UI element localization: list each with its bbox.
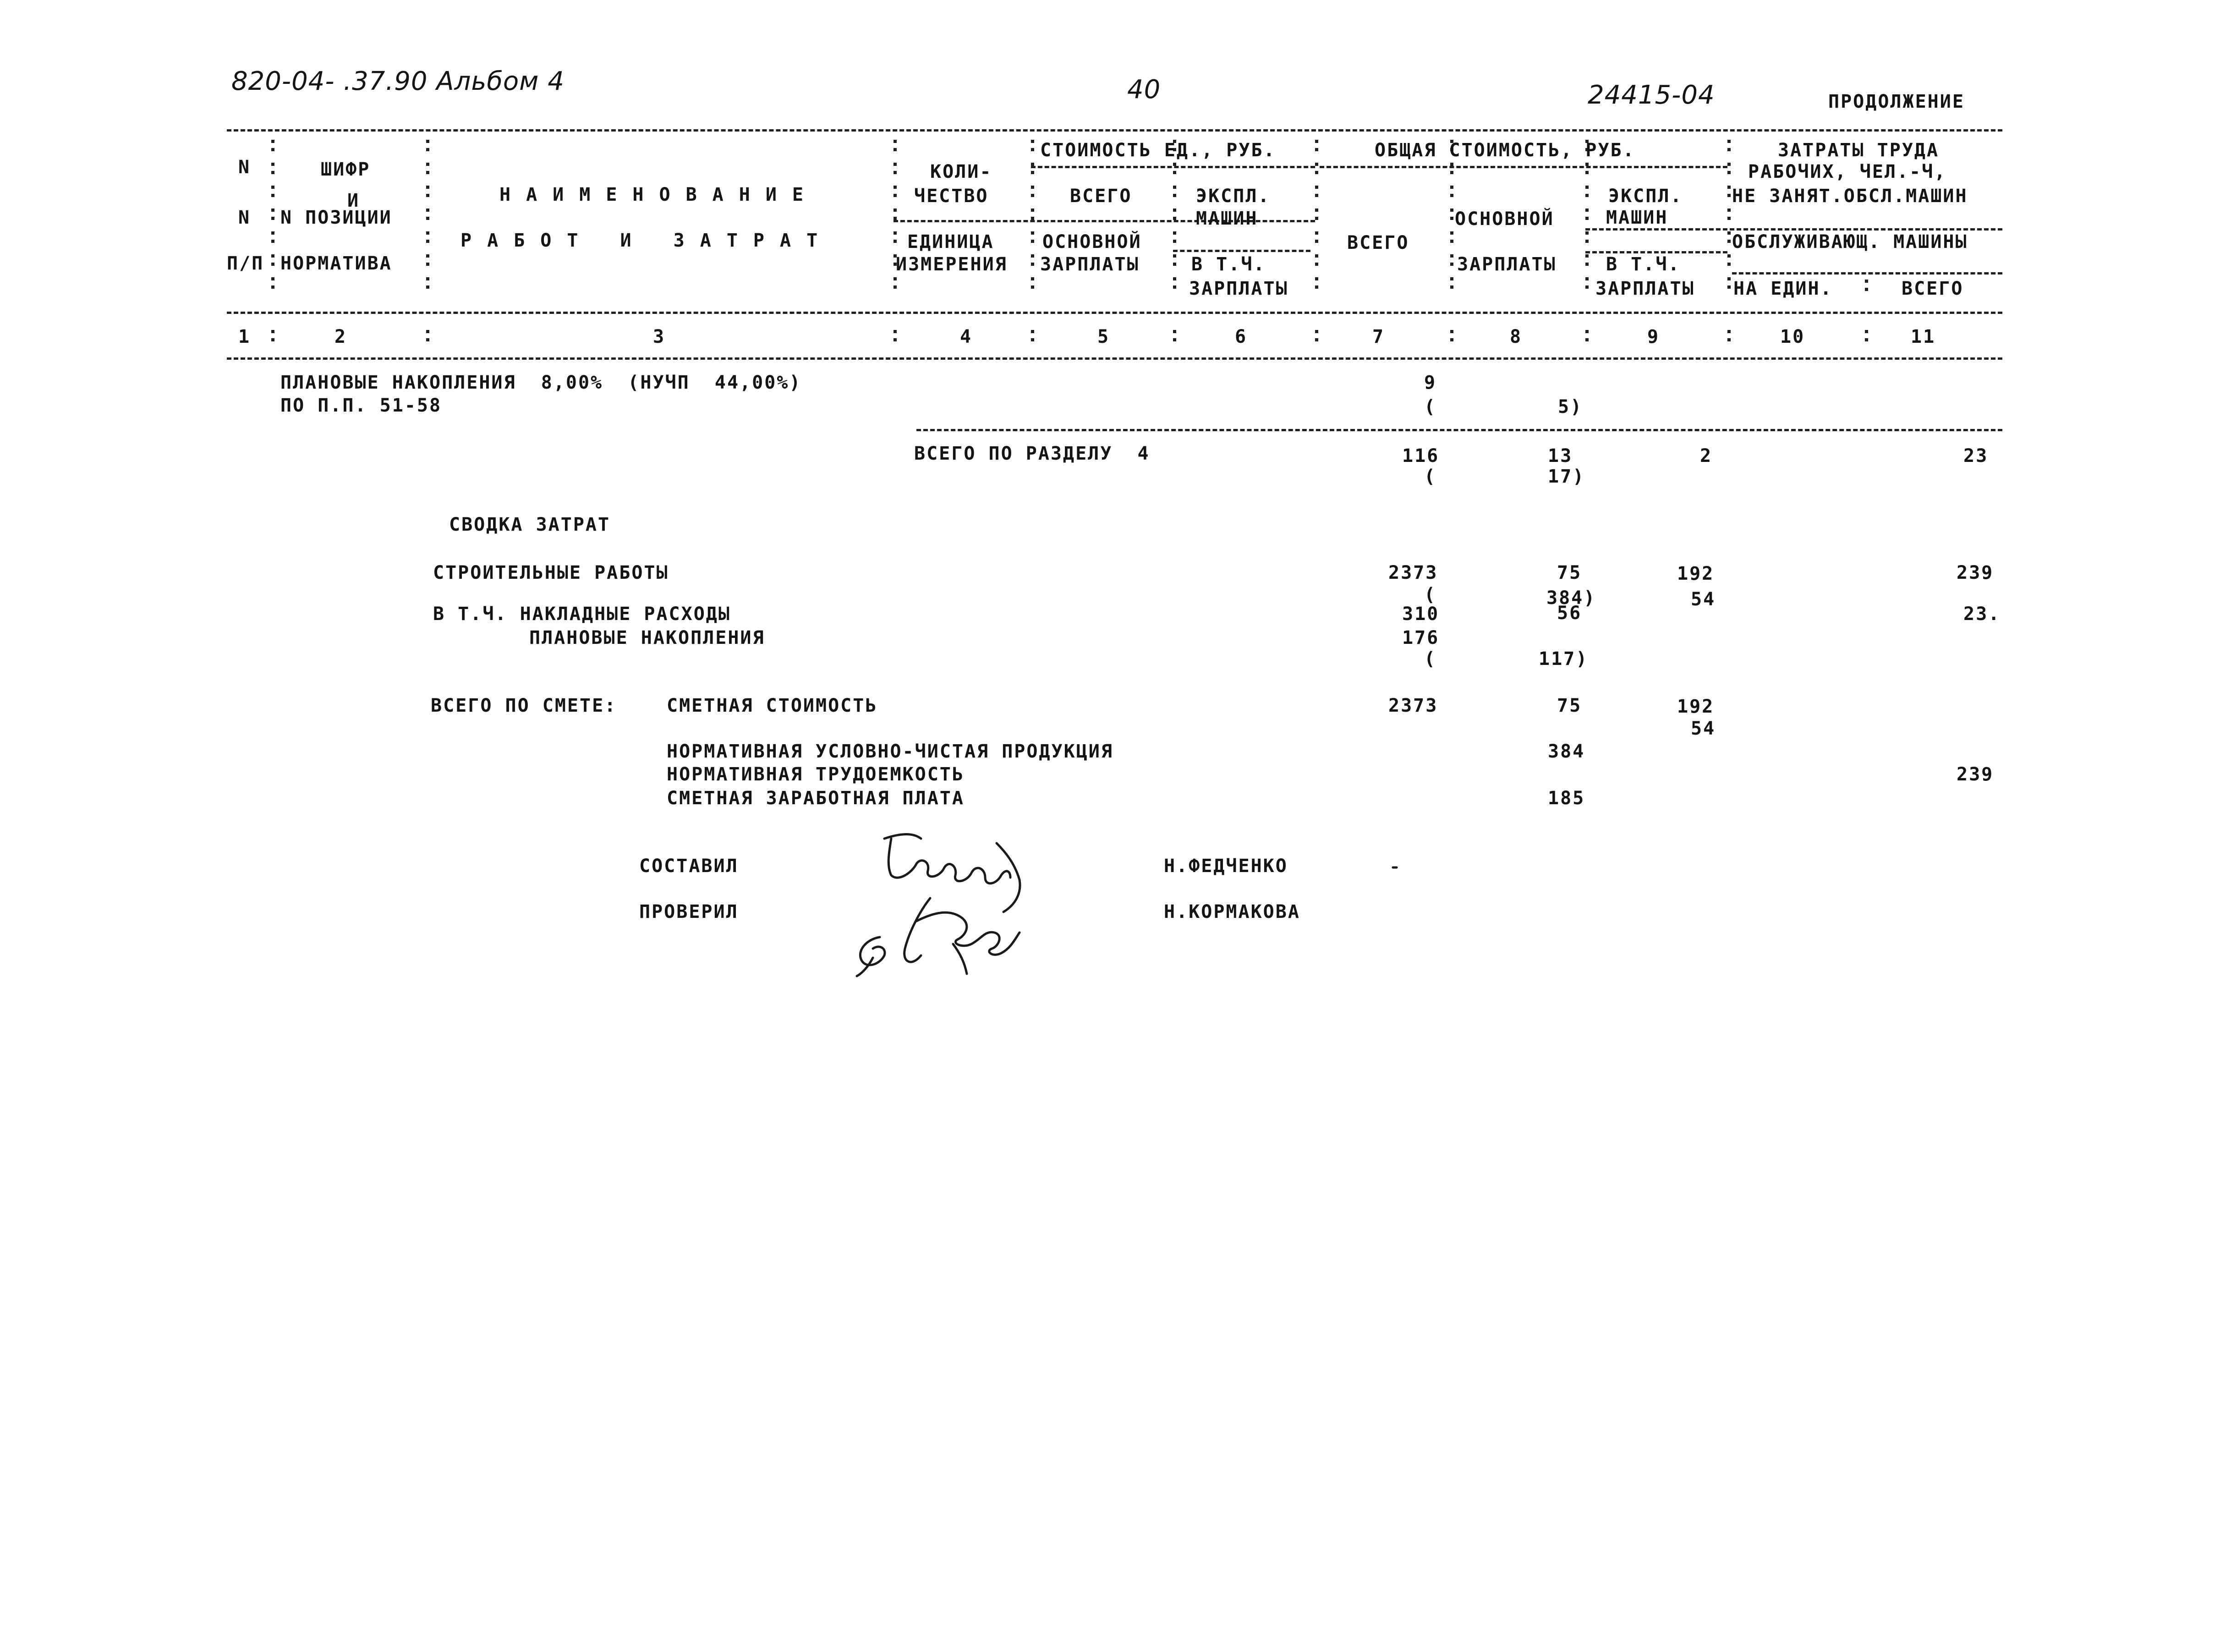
separator-dot — [1585, 254, 1589, 258]
summary-construction-c9b: 54 — [1691, 589, 1716, 610]
separator-dot — [1865, 288, 1868, 291]
separator-dot — [271, 194, 274, 197]
separator-dot — [271, 285, 274, 289]
section-total-c8-paren: 17) — [1548, 466, 1585, 487]
separator-dot — [426, 330, 429, 333]
summary-construction-c7: 2373 — [1388, 562, 1438, 583]
separator-dot — [426, 217, 429, 220]
separator-dot — [426, 171, 429, 174]
header-col9-line1: ЭКСПЛ. — [1608, 186, 1683, 207]
separator-dot — [1450, 194, 1453, 197]
separator-dot — [1315, 186, 1318, 189]
separator-dot — [1727, 330, 1731, 333]
column-number-5: 5 — [1097, 326, 1110, 347]
separator-dot — [1727, 285, 1731, 289]
separator-dot — [1727, 254, 1731, 258]
separator-dot — [271, 254, 274, 258]
separator-dot — [1585, 163, 1589, 166]
summary-construction-c8: 75 — [1557, 562, 1582, 583]
separator-dot — [1865, 330, 1868, 333]
separator-dot — [1585, 277, 1589, 280]
separator-dot — [1450, 163, 1453, 166]
separator-dot — [426, 140, 429, 143]
header-col6-line3: В Т.Ч. — [1191, 254, 1266, 275]
separator-dot — [1315, 263, 1318, 266]
header-col4-line4: ИЗМЕРЕНИЯ — [896, 254, 1008, 275]
planned-savings-label: ПЛАНОВЫЕ НАКОПЛЕНИЯ 8,00% (НУЧП 44,00%) — [280, 372, 802, 393]
section-total-c11: 23 — [1963, 445, 1989, 467]
separator-dot — [1173, 171, 1176, 174]
compiled-by-name: Н.ФЕДЧЕНКО — [1164, 856, 1288, 877]
separator-dot — [1173, 263, 1176, 266]
header-col6-line1: ЭКСПЛ. — [1196, 186, 1271, 207]
summary-construction-c9: 192 — [1677, 563, 1715, 584]
section-total-label: ВСЕГО ПО РАЗДЕЛУ 4 — [914, 443, 1150, 464]
separator-dot — [1585, 209, 1589, 212]
estimate-cost-label: СМЕТНАЯ СТОИМОСТЬ — [667, 695, 878, 716]
separator-dot — [271, 140, 274, 143]
separator-dot — [1173, 194, 1176, 197]
summary-savings-paren-value: 117) — [1539, 648, 1589, 670]
separator-dot — [1450, 338, 1453, 341]
separator-dot — [1727, 338, 1731, 341]
document-number: 24415-04 — [1588, 80, 1715, 110]
separator-dot — [893, 240, 897, 243]
separator-dot — [1031, 140, 1034, 143]
header-col11: ВСЕГО — [1902, 278, 1964, 299]
separator-dot — [1585, 263, 1589, 266]
estimate-labor-c11: 239 — [1957, 764, 1994, 785]
compiled-by-label: СОСТАВИЛ — [639, 856, 739, 877]
separator-dot — [1031, 171, 1034, 174]
separator-dot — [1585, 217, 1589, 220]
planned-savings-label-line2: ПО П.П. 51-58 — [280, 395, 442, 416]
separator-dot — [426, 240, 429, 243]
separator-dot — [1585, 338, 1589, 341]
separator-dot — [1315, 338, 1318, 341]
estimate-cost-c9b: 54 — [1691, 718, 1716, 739]
separator-dot — [1727, 186, 1731, 189]
separator-dot — [1450, 217, 1453, 220]
separator-dot — [1450, 254, 1453, 258]
separator-dot — [426, 209, 429, 212]
separator-dot — [1727, 148, 1731, 151]
header-col4-line2: ЧЕСТВО — [914, 186, 989, 207]
estimate-nucp-c8: 384 — [1548, 741, 1585, 762]
separator-dot — [1727, 263, 1731, 266]
summary-savings-label: ПЛАНОВЫЕ НАКОПЛЕНИЯ — [529, 627, 765, 648]
separator-dot — [1727, 140, 1731, 143]
separator-dot — [1315, 240, 1318, 243]
separator-dot — [893, 209, 897, 212]
separator-dot — [1173, 277, 1176, 280]
header-col10: НА ЕДИН. — [1733, 278, 1833, 299]
separator-dot — [271, 277, 274, 280]
separator-dot — [1727, 209, 1731, 212]
separator-dot — [1173, 285, 1176, 289]
separator-dot — [1173, 217, 1176, 220]
section-total-paren-open: ( — [1424, 466, 1437, 487]
header-col4-line1: КОЛИ- — [930, 161, 992, 182]
separator-dot — [1031, 163, 1034, 166]
continued-label: ПРОДОЛЖЕНИЕ — [1828, 91, 1965, 112]
separator-dot — [1315, 171, 1318, 174]
separator-dot — [1585, 186, 1589, 189]
separator-dot — [1727, 163, 1731, 166]
separator-dot — [271, 263, 274, 266]
separator-dot — [271, 338, 274, 341]
column-number-4: 4 — [960, 326, 973, 347]
header-col6-line4: ЗАРПЛАТЫ — [1189, 278, 1288, 299]
separator-dot — [426, 285, 429, 289]
header-col9-line4: ЗАРПЛАТЫ — [1595, 278, 1695, 299]
separator-dot — [893, 231, 897, 235]
separator-dot — [426, 254, 429, 258]
separator-dot — [271, 240, 274, 243]
separator-dot — [1031, 186, 1034, 189]
separator-dot — [893, 171, 897, 174]
separator-dot — [1585, 240, 1589, 243]
column-number-9: 9 — [1647, 326, 1660, 347]
separator-dot — [1450, 330, 1453, 333]
separator-dot — [1865, 338, 1868, 341]
separator-dot — [426, 163, 429, 166]
header-labor-line3: НЕ ЗАНЯТ.ОБСЛ.МАШИН — [1732, 186, 1968, 207]
planned-savings-paren-open: ( — [1424, 396, 1437, 417]
separator-dot — [1585, 171, 1589, 174]
separator-dot — [1315, 254, 1318, 258]
header-col5-line2: ОСНОВНОЙ — [1042, 231, 1142, 252]
header-col2-line3: N ПОЗИЦИИ — [280, 207, 392, 228]
header-labor-line4: ОБСЛУЖИВАЮЩ. МАШИНЫ — [1732, 231, 1968, 252]
header-col2-line4: НОРМАТИВА — [280, 253, 392, 274]
header-col8-line1: ОСНОВНОЙ — [1455, 209, 1554, 230]
separator-dot — [1315, 285, 1318, 289]
separator-dot — [1585, 194, 1589, 197]
separator-dot — [1315, 217, 1318, 220]
separator-dot — [271, 148, 274, 151]
separator-dot — [1727, 171, 1731, 174]
estimate-wage-label: СМЕТНАЯ ЗАРАБОТНАЯ ПЛАТА — [667, 788, 965, 809]
column-number-2: 2 — [334, 326, 347, 347]
header-labor-line2: РАБОЧИХ, ЧЕЛ.-Ч, — [1748, 161, 1947, 182]
separator-dot — [1450, 240, 1453, 243]
summary-overhead-c8: 56 — [1557, 603, 1582, 624]
separator-dot — [1315, 148, 1318, 151]
separator-dot — [1173, 163, 1176, 166]
separator-dot — [1031, 338, 1034, 341]
separator-dot — [1031, 209, 1034, 212]
header-col9-line2: МАШИН — [1606, 207, 1668, 228]
section-total-c8: 13 — [1548, 445, 1573, 467]
separator-dot — [1315, 140, 1318, 143]
planned-savings-wage-paren: 5) — [1558, 396, 1583, 417]
estimate-total-label: ВСЕГО ПО СМЕТЕ: — [431, 695, 617, 716]
summary-construction-label: СТРОИТЕЛЬНЫЕ РАБОТЫ — [433, 562, 669, 583]
summary-construction-paren-open: ( — [1424, 584, 1437, 605]
separator-dot — [1315, 209, 1318, 212]
separator-dot — [1031, 194, 1034, 197]
summary-construction-paren-value: 384) — [1546, 587, 1596, 609]
separator-dot — [1450, 209, 1453, 212]
separator-dot — [1031, 231, 1034, 235]
separator-dot — [271, 171, 274, 174]
separator-dot — [1173, 330, 1176, 333]
column-number-7: 7 — [1372, 326, 1385, 347]
separator-dot — [893, 217, 897, 220]
estimate-cost-c9: 192 — [1677, 696, 1715, 717]
header-col5-line1: ВСЕГО — [1070, 186, 1132, 207]
separator-dot — [893, 285, 897, 289]
separator-dot — [1450, 285, 1453, 289]
separator-dot — [426, 194, 429, 197]
separator-dot — [1315, 330, 1318, 333]
estimate-nucp-label: НОРМАТИВНАЯ УСЛОВНО-ЧИСТАЯ ПРОДУКЦИЯ — [667, 741, 1113, 762]
separator-dot — [1173, 209, 1176, 212]
separator-dot — [426, 277, 429, 280]
separator-dot — [893, 163, 897, 166]
separator-dot — [271, 209, 274, 212]
separator-dot — [1727, 240, 1731, 243]
column-number-10: 10 — [1780, 326, 1805, 347]
header-col3-line1: НАИМЕНОВАНИЕ — [499, 184, 819, 205]
summary-savings-paren-open: ( — [1424, 648, 1437, 670]
estimate-wage-c8: 185 — [1548, 788, 1585, 809]
separator-dot — [271, 217, 274, 220]
separator-dot — [1450, 263, 1453, 266]
separator-dot — [1315, 231, 1318, 235]
separator-dot — [893, 338, 897, 341]
estimate-labor-label: НОРМАТИВНАЯ ТРУДОЕМКОСТЬ — [667, 764, 965, 785]
separator-dot — [271, 330, 274, 333]
header-col7: ВСЕГО — [1347, 232, 1409, 253]
summary-overhead-label: В Т.Ч. НАКЛАДНЫЕ РАСХОДЫ — [433, 604, 731, 625]
summary-construction-c11: 239 — [1957, 562, 1994, 583]
separator-dot — [426, 263, 429, 266]
header-total-cost-group: ОБЩАЯ СТОИМОСТЬ, РУБ. — [1375, 140, 1635, 161]
planned-savings-total: 9 — [1424, 372, 1437, 393]
header-col6-line2: МАШИН — [1196, 208, 1258, 229]
column-number-1: 1 — [238, 326, 251, 347]
separator-dot — [893, 148, 897, 151]
separator-dot — [1031, 330, 1034, 333]
separator-dot — [1315, 163, 1318, 166]
separator-dot — [1031, 285, 1034, 289]
separator-dot — [1450, 277, 1453, 280]
column-number-8: 8 — [1510, 326, 1523, 347]
separator-dot — [1727, 217, 1731, 220]
separator-dot — [1865, 280, 1868, 283]
estimate-cost-c7: 2373 — [1388, 695, 1438, 716]
separator-dot — [1315, 194, 1318, 197]
separator-dot — [893, 277, 897, 280]
separator-dot — [1031, 148, 1034, 151]
separator-dot — [893, 330, 897, 333]
separator-dot — [1173, 186, 1176, 189]
header-col2-line2: И — [347, 190, 360, 211]
separator-dot — [426, 338, 429, 341]
section-total-c7: 116 — [1402, 445, 1440, 467]
column-number-6: 6 — [1235, 326, 1248, 347]
separator-dot — [1031, 254, 1034, 258]
separator-dot — [1031, 263, 1034, 266]
album-reference: 820-04- .37.90 Альбом 4 — [231, 66, 565, 96]
summary-overhead-c7: 310 — [1402, 604, 1440, 625]
separator-dot — [1315, 277, 1318, 280]
separator-dot — [1450, 231, 1453, 235]
separator-dot — [1585, 285, 1589, 289]
separator-dot — [893, 186, 897, 189]
section-total-c9: 2 — [1700, 445, 1713, 467]
separator-dot — [1727, 194, 1731, 197]
summary-overhead-c11: 23. — [1963, 604, 2001, 625]
separator-dot — [1585, 330, 1589, 333]
separator-dot — [1031, 240, 1034, 243]
header-col4-line3: ЕДИНИЦА — [907, 231, 994, 252]
separator-dot — [271, 186, 274, 189]
separator-dot — [426, 231, 429, 235]
separator-dot — [893, 194, 897, 197]
separator-dot — [1173, 338, 1176, 341]
separator-dot — [1031, 277, 1034, 280]
checked-by-label: ПРОВЕРИЛ — [639, 901, 739, 922]
separator-dot — [1450, 186, 1453, 189]
column-number-11: 11 — [1911, 326, 1936, 347]
separator-dot — [426, 186, 429, 189]
separator-dot — [1173, 254, 1176, 258]
estimate-cost-c8: 75 — [1557, 695, 1582, 716]
header-col1-line3: П/П — [227, 253, 264, 274]
column-number-3: 3 — [653, 326, 666, 347]
separator-dot — [893, 140, 897, 143]
header-col8-line2: ЗАРПЛАТЫ — [1457, 254, 1557, 275]
summary-title: СВОДКА ЗАТРАТ — [449, 514, 611, 535]
summary-savings-c7: 176 — [1402, 627, 1440, 648]
page-number: 40 — [1127, 75, 1161, 104]
header-col3-line2: РАБОТ И ЗАТРАТ — [460, 230, 833, 251]
separator-dot — [271, 163, 274, 166]
checked-by-name: Н.КОРМАКОВА — [1164, 901, 1300, 922]
separator-dot — [1173, 240, 1176, 243]
header-labor-line1: ЗАТРАТЫ ТРУДА — [1778, 140, 1940, 161]
separator-dot — [1031, 217, 1034, 220]
header-unit-cost-group: СТОИМОСТЬ ЕД., РУБ. — [1040, 140, 1276, 161]
header-col2-line1: ШИФР — [321, 159, 371, 180]
separator-dot — [1173, 231, 1176, 235]
header-col1-line2: N — [238, 207, 251, 228]
header-col1-line1: N — [238, 157, 251, 178]
header-col5-line3: ЗАРПЛАТЫ — [1040, 254, 1140, 275]
separator-dot — [426, 148, 429, 151]
separator-dot — [1585, 231, 1589, 235]
separator-dot — [271, 231, 274, 235]
header-col9-line3: В Т.Ч. — [1606, 254, 1681, 275]
separator-dot — [1727, 231, 1731, 235]
separator-dot — [1450, 171, 1453, 174]
separator-dot — [1727, 277, 1731, 280]
